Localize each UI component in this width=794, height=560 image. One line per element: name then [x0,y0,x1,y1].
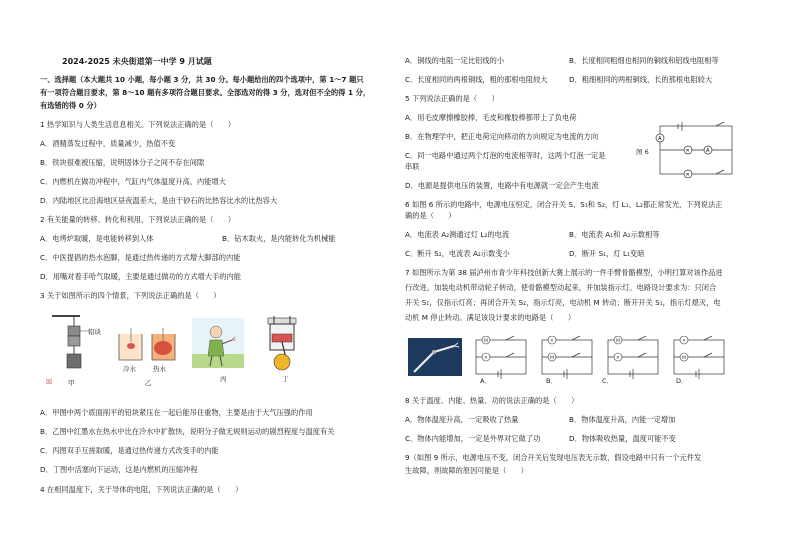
q1-option-a: A．酒精蒸发过程中，质量减少，热值不变 [40,139,176,148]
q8-stem: 8 关于温度、内能、热量、功的说法正确的是（ ） [405,396,579,405]
broken-image-icon: ☒ [46,378,52,386]
q9-line1: 9（如图 9 所示，电源电压不变，闭合开关后发现电压表无示数，假设电路中只有一个元件发 [405,453,702,462]
q5-option-a: A．用毛皮摩擦橡胶棒，毛皮和橡胶棒都带上了负电荷 [405,113,577,122]
q2-stem: 2 有关能量的转移、转化和利用，下列说法正确的是（ ） [40,215,236,224]
svg-text:M: M [484,339,488,344]
q2-option-c: C．中医提倡的热水泡脚，是通过热传递的方式增大脚部的内能 [40,253,241,262]
figure-hot-water-label: 热水 [153,365,166,373]
q7-option-d: D． [676,377,688,385]
q4-option-c: C．长度相同的两根铜线，粗的那根电阻较大 [405,75,548,84]
svg-text:A: A [658,136,662,142]
section-heading-line2: 有一项符合题目要求，第 8～10 题有多项符合题目要求。全部选对的得 3 分，选对但不全的得 1 分， [40,88,371,97]
q6-option-c: C．断开 S₂，电流表 A₂示数变小 [405,249,510,258]
q6-option-b: B．电流表 A₁和 A₂示数相等 [569,230,660,239]
q1-option-c: C．内燃机在做功冲程中，气缸内气体温度升高，内能增大 [40,177,227,186]
q3-stem: 3 关于如图所示的四个情景，下列说法正确的是（ ） [40,291,221,300]
q1-option-d: D．内陆地区比沿海地区昼夜温差大，是由于砂石的比热容比水的比热容大 [40,196,278,205]
q3-option-d: D．丁图中活塞向下运动，这是内燃机的压缩冲程 [40,465,198,474]
q7-option-b: B． [546,377,557,385]
q3-option-b: B．乙图中红墨水在热水中比在冷水中扩散快，说明分子做无规则运动的剧烈程度与温度有关 [40,427,335,436]
figure-6-circuit [648,122,740,178]
q4-option-a: A．铜线的电阻一定比铝线的小 [405,56,505,65]
figure-6-label: 图 6 [636,148,649,156]
q6-stem: 6 如图 6 所示的电路中，电源电压恒定，闭合开关 S、S₁和 S₂，灯 L₁、L₂都正常发光，下列说法正 [405,200,723,209]
q5-option-d: D．电源是提供电压的装置，电路中有电源就一定会产生电流 [405,181,599,190]
q5-option-c: C．同一电路中通过两个灯泡的电流相等时，这两个灯泡一定是 [405,151,606,160]
figure-ding-engine [262,316,302,374]
q7-line2: 行改进，加装电动机带动轮子转动，使骨骼模型动起来，并加装指示灯。电路设计要求为：只闭合 [405,283,717,292]
svg-text:M: M [616,339,620,344]
q3-option-c: C．丙图双手互搓取暖，是通过热传递方式改变手的内能 [40,446,219,455]
q8-option-b: B．物体温度升高，内能一定增加 [569,415,676,424]
q2-option-a: A．电烤炉取暖，是电能转移到人体 [40,234,154,243]
q5-option-b: B．在物理学中，把正电荷定向移动的方向规定为电流的方向 [405,132,599,141]
q7-line3: 开关 S₁，仅指示灯亮；再闭合开关 S₂，指示灯亮，电动机 M 转动；断开开关 S₁，指示灯熄灭，电 [405,298,721,307]
q1-option-b: B．铁块很难被压缩，说明固体分子之间不存在间隙 [40,158,205,167]
figure-yi-label: 乙 [145,379,152,387]
svg-text:✕: ✕ [682,339,686,344]
q2-option-d: D．用嘴对着手哈气取暖，主要是通过做功的方式增大手的内能 [40,272,241,281]
q7-option-c: C． [602,377,614,385]
figure-jia-lead-blocks [50,312,110,380]
figure-bing-label: 丙 [220,375,227,383]
q5-stem: 5 下列说法正确的是（ ） [405,94,499,103]
svg-text:✕: ✕ [616,356,620,361]
figure-lead-label: 铅块 [88,328,101,336]
q4-option-d: D．粗细相同的两根铜线，长的那根电阻较大 [569,75,713,84]
q6-option-a: A．电流表 A₂测通过灯 L₂的电流 [405,230,510,239]
q6-stem-cont: 确的是（ ） [405,211,456,220]
exam-title: 2024-2025 未央街道第一中学 9 月试题 [62,57,212,66]
figure-ding-label: 丁 [282,375,289,383]
q2-option-b: B．钻木取火，是内能转化为机械能 [222,234,336,243]
figure-arm-model [408,338,462,376]
figure-yi-beakers [116,328,178,364]
q8-option-a: A．物体温度升高，一定吸收了热量 [405,415,519,424]
svg-text:M: M [550,356,554,361]
svg-text:✕: ✕ [484,356,488,361]
figure-cold-water-label: 冷水 [123,365,136,373]
figure-jia-label: 甲 [68,379,75,387]
q3-option-a: A．甲图中两个底面削平的铅块紧压在一起后能吊住重物，主要是由于大气压强的作用 [40,408,313,417]
q7-line1: 7 如图所示为第 38 届泸州市青少年科技创新大赛上展示的一件手臂骨骼模型，小明打算对该作品进 [405,268,723,277]
section-heading: 一、选择题（本大题共 10 小题，每小题 3 分，共 30 分。每小题给出的四个选项中，第 1～7 题只 [40,75,364,84]
svg-text:✕: ✕ [550,339,554,344]
q7-option-a: A． [480,377,491,385]
q5-option-c-cont: 串联 [405,162,420,171]
svg-text:A: A [706,148,710,154]
q7-line4: 动机 M 停止转动。满足该设计要求的电路是（ ） [405,313,576,322]
q6-option-d: D．断开 S₁，灯 L₁变暗 [569,249,645,258]
q4-option-b: B．长度相同粗细也相同的铜线和铝线电阻相等 [569,56,719,65]
q1-stem: 1 热学知识与人类生活息息相关。下列说法正确的是（ ） [40,120,236,129]
q8-option-d: D．物体吸收热量，温度可能不变 [569,434,676,443]
q8-option-c: C．物体内能增加，一定是外界对它做了功 [405,434,541,443]
svg-text:✕: ✕ [685,148,690,154]
figure-bing-rubbing-hands [192,318,244,368]
q4-stem: 4 在相同温度下，关于导体的电阻，下列说法正确的是（ ） [40,485,243,494]
section-heading-line3: 有选错的得 0 分） [40,101,101,110]
svg-text:✕: ✕ [685,172,690,178]
svg-text:M: M [682,356,686,361]
q9-line2: 生故障，则故障的原因可能是（ ） [405,466,529,475]
